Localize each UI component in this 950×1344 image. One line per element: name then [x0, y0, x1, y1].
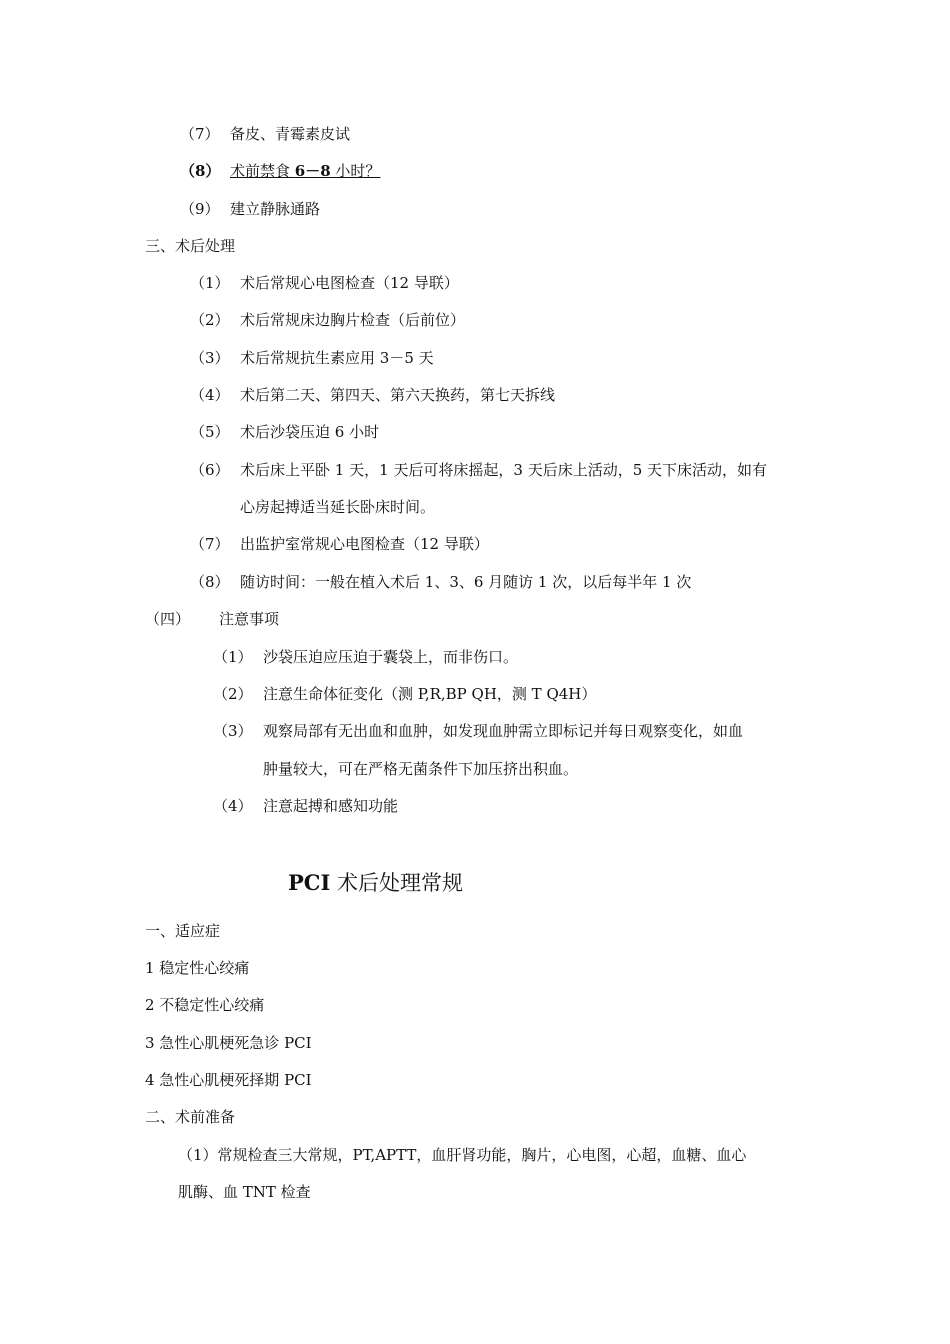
list-item: [190, 273, 459, 293]
list-item: [190, 534, 489, 554]
item-text-bold-part: 6－8: [294, 162, 331, 180]
item-text: 出监护室常规心电图检查（12 导联）: [240, 535, 489, 553]
item-text-continuation: 肿量较大，可在严格无菌条件下加压挤出积血。: [263, 760, 579, 778]
item-number: （1）: [190, 274, 230, 292]
item-text: 术后常规抗生素应用 3－5 天: [240, 349, 434, 367]
list-item: 4 急性心肌梗死择期 PCI: [145, 1071, 312, 1089]
title-bold: PCI: [288, 870, 331, 895]
item-number: （1）: [213, 648, 253, 666]
section-title: 注意事项: [219, 610, 280, 628]
item-text: 术后常规心电图检查（12 导联）: [240, 274, 459, 292]
list-item: 1 稳定性心绞痛: [145, 959, 250, 977]
item-text-part: 小时？: [330, 162, 381, 180]
page-title: [288, 869, 463, 897]
list-item: [190, 572, 691, 592]
list-item: [190, 385, 555, 405]
item-text: 建立静脉通路: [230, 200, 321, 218]
item-text: 术后床上平卧 1 天，1 天后可将床摇起，3 天后床上活动，5 天下床活动，如有: [240, 461, 768, 479]
item-number: （4）: [190, 386, 230, 404]
item-text: 观察局部有无出血和血肿，如发现血肿需立即标记并每日观察变化，如血: [263, 722, 744, 740]
section-heading: 二、术前准备: [145, 1108, 236, 1126]
item-number: （8）: [180, 162, 221, 180]
item-number: （4）: [213, 797, 253, 815]
item-number: （3）: [190, 349, 230, 367]
item-number: （2）: [190, 311, 230, 329]
item-number: （7）: [190, 535, 230, 553]
item-text-part: 术前禁食: [230, 162, 295, 180]
list-item: [190, 460, 767, 480]
list-item: 3 急性心肌梗死急诊 PCI: [145, 1034, 312, 1052]
item-number: （9）: [180, 200, 220, 218]
item-text-continuation: 肌酶、血 TNT 检查: [178, 1183, 311, 1201]
item-text-continuation: 心房起搏适当延长卧床时间。: [240, 498, 436, 516]
list-item: [180, 124, 350, 144]
item-number: （6）: [190, 461, 230, 479]
item-text: 备皮、青霉素皮试: [230, 125, 351, 143]
title-rest: 术后处理常规: [330, 871, 464, 895]
list-item: [213, 684, 596, 704]
item-text: [230, 161, 380, 181]
list-item: [180, 161, 380, 181]
item-text: 注意起搏和感知功能: [263, 797, 399, 815]
item-text: 术后常规床边胸片检查（后前位）: [240, 311, 466, 329]
item-number: （7）: [180, 125, 220, 143]
item-text: 术后第二天、第四天、第六天换药，第七天拆线: [240, 386, 556, 404]
list-item: [213, 796, 398, 816]
list-item: （1）常规检查三大常规，PT,APTT，血肝肾功能，胸片，心电图，心超，血糖、血心: [178, 1146, 747, 1164]
item-number: （3）: [213, 722, 253, 740]
section-heading: 三、术后处理: [145, 237, 236, 255]
item-text: 随访时间：一般在植入术后 1、3、6 月随访 1 次，以后每半年 1 次: [240, 573, 692, 591]
section-heading: 一、适应症: [145, 922, 221, 940]
section-heading: [145, 609, 279, 629]
list-item: 2 不稳定性心绞痛: [145, 996, 265, 1014]
list-item: [213, 721, 743, 741]
item-number: （2）: [213, 685, 253, 703]
list-item: [180, 199, 320, 219]
section-number: （四）: [145, 610, 191, 628]
item-number: （8）: [190, 573, 230, 591]
list-item: [190, 422, 379, 442]
item-text: 沙袋压迫应压迫于囊袋上，而非伤口。: [263, 648, 519, 666]
list-item: [190, 348, 434, 368]
item-text: 术后沙袋压迫 6 小时: [240, 423, 380, 441]
list-item: [190, 310, 465, 330]
item-text: 注意生命体征变化（测 P,R,BP QH，测 T Q4H）: [263, 685, 597, 703]
item-number: （5）: [190, 423, 230, 441]
list-item: [213, 647, 518, 667]
